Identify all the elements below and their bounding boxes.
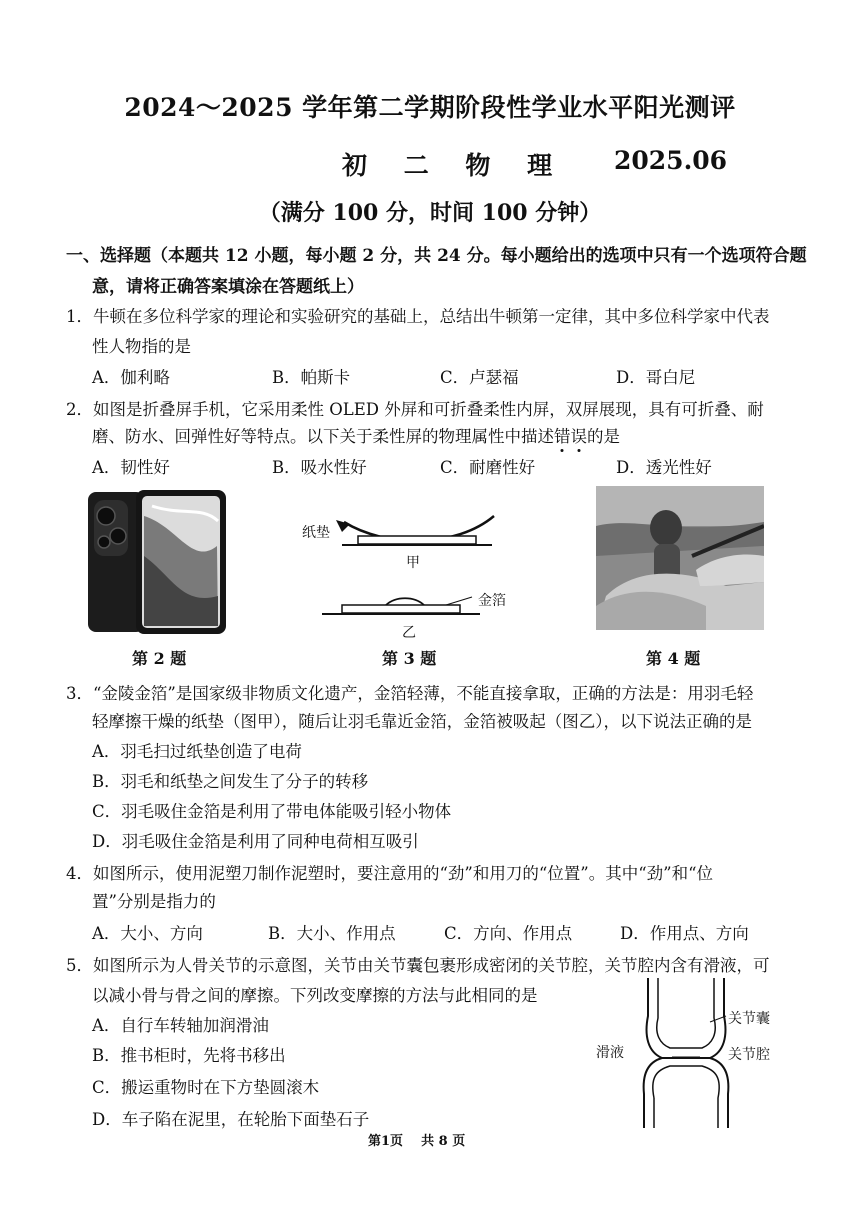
folding-phone-image [82,486,232,636]
q2-option-c: C．耐磨性好 [440,458,536,477]
q3-text-line1: 3．“金陵金箔”是国家级非物质文化遗产，金箔轻薄，不能直接拿取，正确的方法是：用羽毛轻 [66,684,754,703]
q5-option-c: C．搬运重物时在下方垫圆滚木 [92,1078,320,1097]
clay-sculpting-photo [596,486,764,630]
q5-text-line1: 5．如图所示为人骨关节的示意图，关节由关节囊包裹形成密闭的关节腔，关节腔内含有滑液，可 [66,956,770,975]
label-joint-capsule: 关节囊 [728,1011,770,1027]
section-heading-line1: 一、选择题（本题共 12 小题，每小题 2 分，共 24 分。每小题给出的选项中只有一个选项符合题 [66,246,807,266]
q2-text-line1: 2．如图是折叠屏手机，它采用柔性 OLED 外屏和可折叠柔性内屏，双屏展现，具有可折叠、耐 [66,400,764,419]
q4-option-d: D．作用点、方向 [620,924,749,943]
emphasis-mark: 误 [570,427,587,446]
figure-2-caption: 第 2 题 [132,649,187,668]
q1-text-line1: 1．牛顿在多位科学家的理论和实验研究的基础上，总结出牛顿第一定律，其中多位科学家中代表 [66,307,770,326]
figure-3-caption: 第 3 题 [382,649,437,668]
score-info: （满分 100 分，时间 100 分钟） [258,200,602,226]
exam-title: 2024～2025 学年第二学期阶段性学业水平阳光测评 [124,93,736,122]
fig3-label-yi: 乙 [402,625,416,641]
fig3-label-jia: 甲 [406,555,420,571]
exam-subject: 初 二 物 理 [342,151,567,180]
q2-option-a: A．韧性好 [92,458,170,477]
figure-4-caption: 第 4 题 [646,649,701,668]
q2-option-d: D．透光性好 [616,458,712,477]
q4-text-line2: 置”分别是指力的 [92,892,216,911]
page-number: 第1页 [368,1134,404,1149]
q4-option-a: A．大小、方向 [92,924,203,943]
q4-option-b: B．大小、作用点 [268,924,396,943]
q1-option-d: D．哥白尼 [616,368,696,387]
label-synovial-fluid: 滑液 [596,1045,624,1061]
fig3-label-gold-foil: 金箔 [478,593,506,609]
q5-option-b: B．推书柜时，先将书移出 [92,1046,286,1065]
q3-text-line2: 轻摩擦干燥的纸垫（图甲），随后让羽毛靠近金箔，金箔被吸起（图乙），以下说法正确的是 [92,712,752,731]
q5-option-a: A．自行车转轴加润滑油 [92,1016,269,1035]
q1-option-b: B．帕斯卡 [272,368,351,387]
q2-option-b: B．吸水性好 [272,458,367,477]
q1-text-line2: 性人物指的是 [92,337,191,356]
q5-option-d: D．车子陷在泥里，在轮胎下面垫石子 [92,1110,370,1129]
q3-option-c: C．羽毛吸住金箔是利用了带电体能吸引轻小物体 [92,802,452,821]
q2-text-line2: 磨、防水、回弹性好等特点。以下关于柔性屏的物理属性中描述错误的是 [92,427,620,446]
section-heading-line2: 意，请将正确答案填涂在答题纸上） [92,277,364,297]
q3-option-d: D．羽毛吸住金箔是利用了同种电荷相互吸引 [92,832,419,851]
q1-option-a: A．伽利略 [92,368,170,387]
label-joint-cavity: 关节腔 [728,1047,770,1063]
q4-option-c: C．方向、作用点 [444,924,573,943]
page-total: 共 8 页 [421,1134,466,1149]
q3-option-a: A．羽毛扫过纸垫创造了电荷 [92,742,302,761]
q4-text-line1: 4．如图所示，使用泥塑刀制作泥塑时，要注意用的“劲”和用刀的“位置”。其中“劲”和“位 [66,864,714,883]
page-footer [368,1130,465,1149]
q5-text-line2: 以减小骨与骨之间的摩擦。下列改变摩擦的方法与此相同的是 [92,986,538,1005]
q3-option-b: B．羽毛和纸垫之间发生了分子的转移 [92,772,369,791]
fig3-label-paper-pad: 纸垫 [302,525,330,541]
exam-date: 2025.06 [614,146,728,175]
q1-option-c: C．卢瑟福 [440,368,519,387]
emphasis-mark: 错 [554,427,571,446]
